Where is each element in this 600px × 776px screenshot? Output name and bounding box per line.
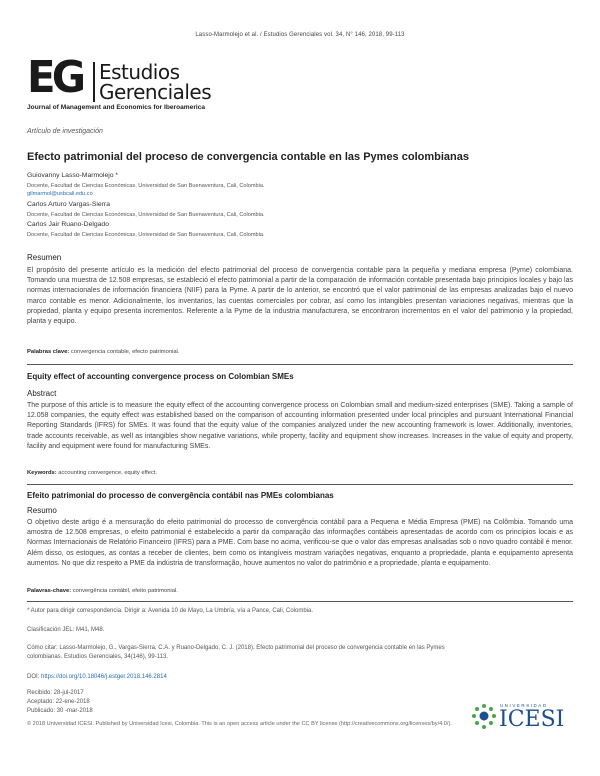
icesi-emblem-icon (470, 703, 498, 731)
divider (27, 601, 573, 602)
journal-name-line2: Gerenciales (99, 80, 212, 104)
portuguese-title: Efeito patrimonial do processo de convergência contábil nas PMEs colombianas (27, 491, 334, 500)
icesi-logo-text: ICESI (499, 707, 565, 732)
doi-link[interactable]: https://doi.org/10.18046/j.estger.2018.146.2814 (41, 674, 167, 680)
abstract-keywords (27, 470, 157, 476)
author-email-link[interactable]: gilmarmol@usbcali.edu.co (27, 191, 93, 197)
author-name: Carlos Jair Ruano-Delgado (27, 221, 109, 228)
icesi-university-label: UNIVERSIDAD (500, 703, 548, 708)
resumen-text: El propósito del presente artículo es la medición del efecto patrimonial del proceso de convergencia contable para la pequeña y mediana empresa (Pyme) colombiana. Tomando una muestra de 12.508 empresas, se estableció el efecto patrimonial a partir de la comparación de información contable presentada bajo principios locales y bajo las normas internacionales de información financiera (NIIF) para la Pyme. A partir de lo anterior, se encontró que el valor patrimonial de las empresas analizadas bajo el nuevo marco contable es menor. Adicionalmente, los inventarios, las cuentas comerciales por cobrar, así como los intangibles presentan variaciones negativas, mientras que la propiedad, planta y equipo presenta incrementos. Referente a la Pyme de la industria manufacturera, se encontraron incrementos en el valor del patrimonio y la propiedad, planta y equipo. (27, 267, 573, 326)
abstract-heading: Abstract (27, 389, 57, 398)
received-date: Recibido: 28-jul-2017 (27, 690, 84, 696)
divider (27, 484, 573, 485)
journal-logo-letters: EG (27, 52, 83, 103)
abstract-text: The purpose of this article is to measure the equity effect of the accounting convergence process on Colombian small and medium-sized enterprises (SME). Taking a sample of 12.058 companies, the equity effect was established based on the comparison of accounting information presented under local principles and pursuant International Financial Reporting Standards (IFRS) for SMEs. It was found that the equity value of the companies analyzed under the new accounting framework is lower. Additionally, inventories, trade accounts receivable, as well as intangibles show negative variations, while property, facility and equipment show increases. Increases in the value of equity and property, facility and equipment were found for manufacturing SMEs. (27, 402, 573, 450)
article-type: Artículo de investigación (27, 128, 103, 135)
keywords-value: accounting convergence, equity effect. (58, 470, 158, 476)
resumen-keywords (27, 349, 179, 355)
author-affiliation: Docente, Facultad de Ciencias Económicas, Universidad de San Buenaventura, Cali, Colombia. (27, 232, 265, 238)
article-title: Efecto patrimonial del proceso de convergencia contable en las Pymes colombianas (27, 151, 469, 163)
author-name: Carlos Arturo Vargas-Sierra (27, 201, 110, 208)
resumen-heading: Resumen (27, 253, 62, 262)
keywords-label: Keywords: (27, 470, 57, 476)
how-to-cite: Cómo citar: Lasso-Marmolejo, G., Vargas-Sierra, C.A. y Ruano-Delgado, C. J. (2018). Efecto patrimonial del proceso de convergencia contable en las Pymes colombianas. Estudios Gerenciales, 34(146), 99-113. (27, 645, 445, 660)
divider (27, 364, 573, 365)
journal-subtitle: Journal of Management and Economics for Iberoamerica (27, 104, 206, 111)
logo-divider (93, 62, 95, 102)
author-name: Guiovanny Lasso-Marmolejo * (27, 172, 119, 179)
correspondence-note: * Autor para dirigir correspondencia. Dirigir a: Avenida 10 de Mayo, La Umbría, vía a Pance, Cali, Colombia. (27, 608, 314, 614)
jel-classification: Clasificación JEL: M41, M48. (27, 627, 105, 633)
resumo-keywords (27, 588, 178, 594)
author-affiliation: Docente, Facultad de Ciencias Económicas, Universidad de San Buenaventura, Cali, Colombia. (27, 183, 265, 189)
doi-line (27, 674, 167, 680)
running-head: Lasso-Marmolejo et al. / Estudios Gerenciales vol. 34, N° 146, 2018, 99-113 (195, 32, 405, 38)
license-text: © 2018 Universidad ICESI. Published by Universidad Icesi, Colombia. This is an open access article under the CC BY license (http://creativecommons.org/licenses/by/4.0/). (27, 721, 452, 727)
keywords-label: Palavras-chave: (27, 588, 72, 594)
accepted-date: Aceptado: 22-ene-2018 (27, 699, 90, 705)
keywords-label: Palabras clave: (27, 349, 70, 355)
english-title: Equity effect of accounting convergence process on Colombian SMEs (27, 372, 294, 381)
resumo-heading: Resumo (27, 506, 57, 515)
keywords-value: convergencia contable, efecto patrimonial. (70, 349, 180, 355)
keywords-value: convergência contábil, efeito patrimonial. (72, 588, 178, 594)
journal-name-line1: Estudios (99, 60, 180, 84)
doi-label: DOI: (27, 674, 40, 680)
author-affiliation: Docente, Facultad de Ciencias Económicas, Universidad de San Buenaventura, Cali, Colombia. (27, 212, 265, 218)
resumo-text: O objetivo deste artigo é a mensuração do efeito patrimonial do processo de convergência contábil para a Pequena e Média Empresa (PME) na Colômbia. Tomando uma amostra de 12.508 empresas, o efeito patrimonial é estabelecido a partir da comparação das informações contábeis apresentadas de acordo com os princípios locais e as Normas Internacionais de Relatório Financeiro (IFRS) para a PME. Com base no acima, verificou-se que o valor das empresas analisadas sob o novo quadro contábil é menor. Além disso, os estoques, as contas a receber de clientes, bem como os intangíveis mostram variações negativas, enquanto a propriedade, planta e equipamento apresenta aumentos. No que diz respeito a PME da indústria de transformação, houve aumentos no valor do patrimônio e a propriedade, planta e equipamento. (27, 519, 573, 567)
published-date: Publicado: 30 -mar-2018 (27, 708, 93, 714)
